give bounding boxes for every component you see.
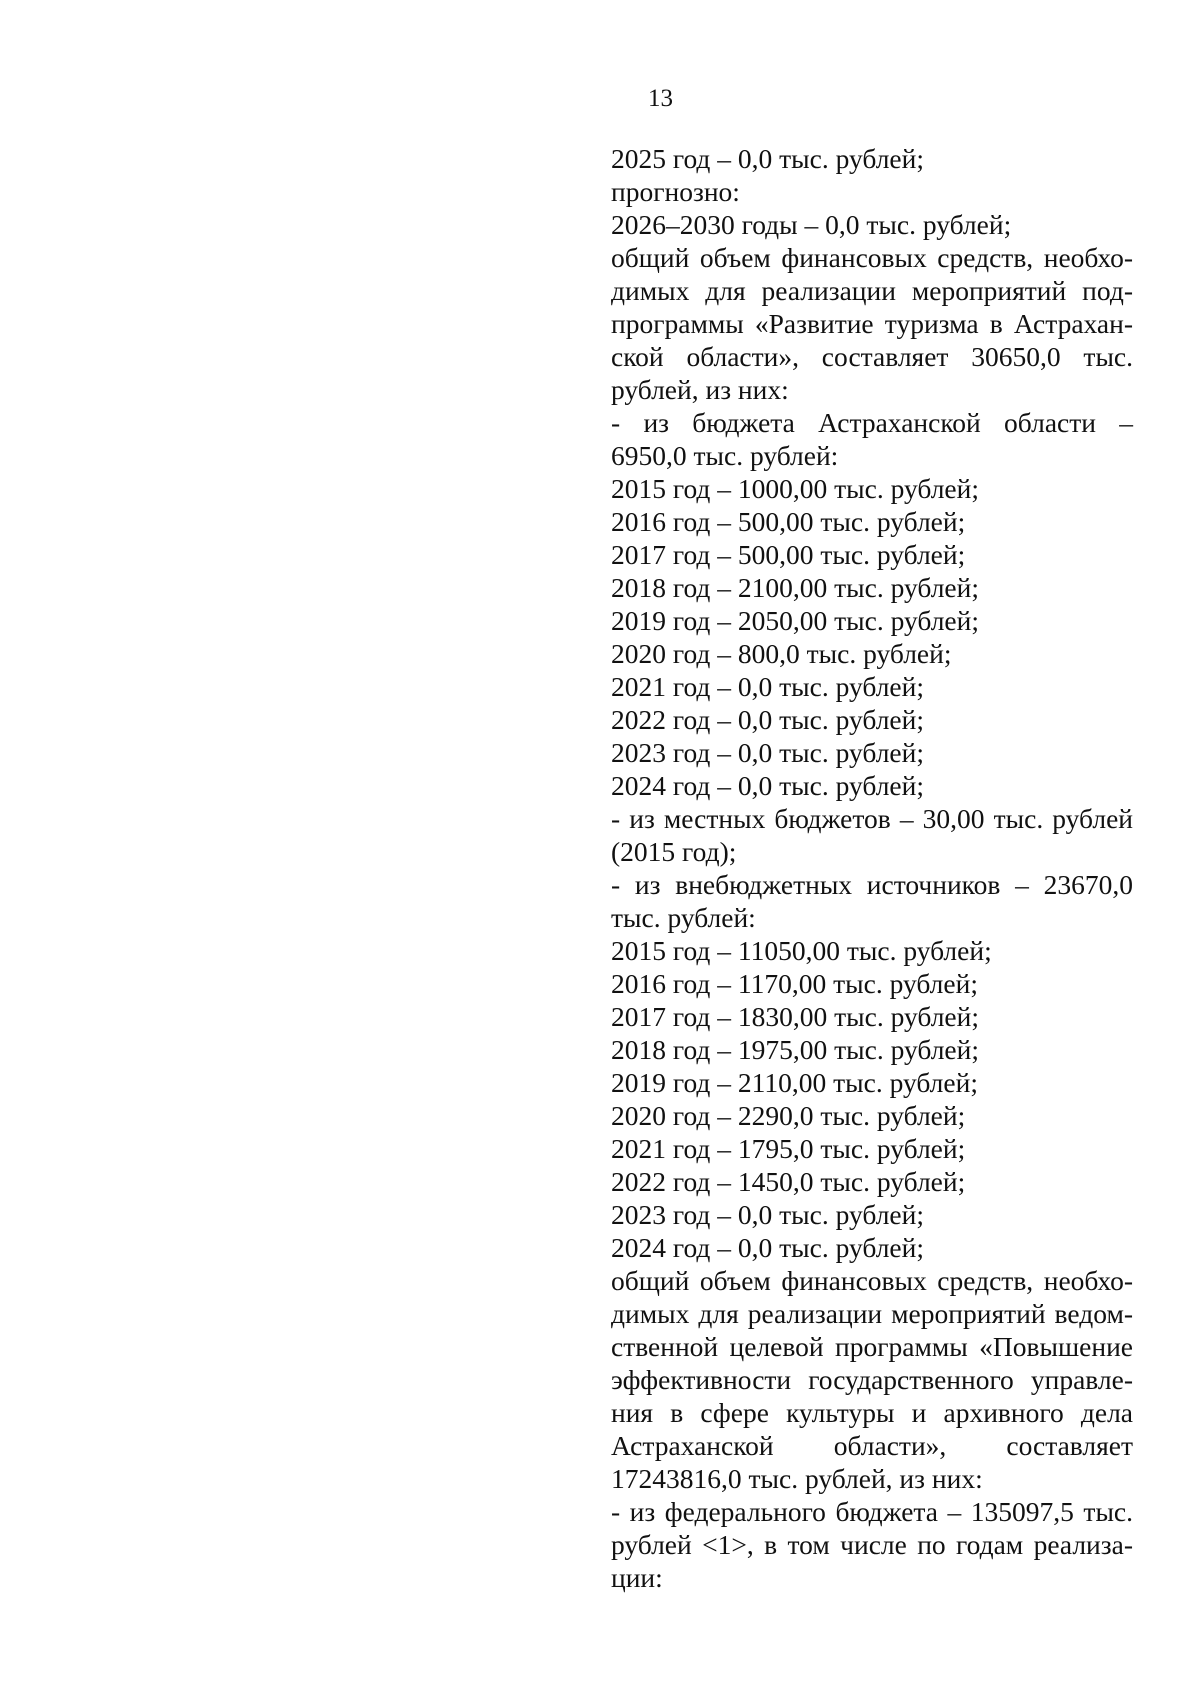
text-line: рублей <1>, в том числе по годам реализа-: [611, 1529, 1133, 1560]
text-line: - из бюджета Астраханской области –: [611, 407, 1133, 438]
text-line: 2022 год – 0,0 тыс. рублей;: [611, 704, 924, 735]
text-line: 2019 год – 2110,00 тыс. рублей;: [611, 1067, 978, 1098]
text-line: ственной целевой программы «Повышение: [611, 1331, 1133, 1362]
text-line: Астраханской области», составляет: [611, 1430, 1133, 1461]
text-line: 2016 год – 500,00 тыс. рублей;: [611, 506, 966, 537]
text-line: 17243816,0 тыс. рублей, из них:: [611, 1463, 983, 1494]
text-line: - из внебюджетных источников – 23670,0: [611, 869, 1133, 900]
text-line: прогнозно:: [611, 176, 740, 207]
text-line: 2018 год – 1975,00 тыс. рублей;: [611, 1034, 979, 1065]
text-line: димых для реализации мероприятий под-: [611, 275, 1133, 306]
text-line: ции:: [611, 1562, 663, 1593]
text-line: ской области», составляет 30650,0 тыс.: [611, 341, 1133, 372]
text-line: 2021 год – 0,0 тыс. рублей;: [611, 671, 924, 702]
text-line: 2017 год – 1830,00 тыс. рублей;: [611, 1001, 979, 1032]
text-line: 2017 год – 500,00 тыс. рублей;: [611, 539, 966, 570]
text-line: 2023 год – 0,0 тыс. рублей;: [611, 737, 924, 768]
text-line: 2024 год – 0,0 тыс. рублей;: [611, 1232, 924, 1263]
text-line: 2019 год – 2050,00 тыс. рублей;: [611, 605, 979, 636]
text-line: - из федерального бюджета – 135097,5 тыс.: [611, 1496, 1133, 1527]
text-line: 6950,0 тыс. рублей:: [611, 440, 839, 471]
text-line: 2026–2030 годы – 0,0 тыс. рублей;: [611, 209, 1012, 240]
text-line: 2022 год – 1450,0 тыс. рублей;: [611, 1166, 966, 1197]
document-text-column: [611, 142, 1133, 1594]
text-line: ния в сфере культуры и архивного дела: [611, 1397, 1133, 1428]
text-line: 2023 год – 0,0 тыс. рублей;: [611, 1199, 924, 1230]
text-line: 2016 год – 1170,00 тыс. рублей;: [611, 968, 978, 999]
text-line: 2015 год – 1000,00 тыс. рублей;: [611, 473, 979, 504]
text-line: рублей, из них:: [611, 374, 789, 405]
text-line: (2015 год);: [611, 836, 737, 867]
text-line: 2018 год – 2100,00 тыс. рублей;: [611, 572, 979, 603]
text-line: эффективности государственного управле-: [611, 1364, 1133, 1395]
text-line: общий объем финансовых средств, необхо-: [611, 1265, 1133, 1296]
text-line: 2024 год – 0,0 тыс. рублей;: [611, 770, 924, 801]
text-line: 2015 год – 11050,00 тыс. рублей;: [611, 935, 992, 966]
page-number: 13: [648, 85, 673, 112]
text-line: общий объем финансовых средств, необхо-: [611, 242, 1133, 273]
text-line: - из местных бюджетов – 30,00 тыс. рублей: [611, 803, 1133, 834]
text-line: тыс. рублей:: [611, 902, 756, 933]
text-line: программы «Развитие туризма в Астрахан-: [611, 308, 1133, 339]
text-line: димых для реализации мероприятий ведом-: [611, 1298, 1133, 1329]
text-line: 2020 год – 800,0 тыс. рублей;: [611, 638, 952, 669]
text-line: 2025 год – 0,0 тыс. рублей;: [611, 143, 924, 174]
text-line: 2020 год – 2290,0 тыс. рублей;: [611, 1100, 966, 1131]
text-line: 2021 год – 1795,0 тыс. рублей;: [611, 1133, 966, 1164]
